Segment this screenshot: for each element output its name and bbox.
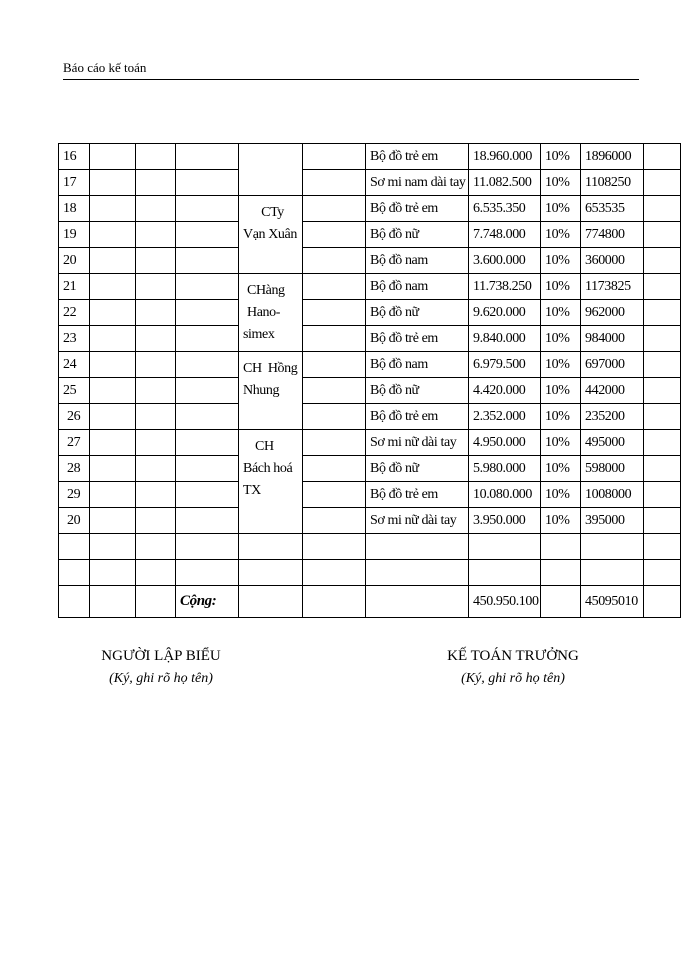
table-row — [59, 300, 681, 326]
item-name: Bộ đồ nam — [366, 274, 469, 300]
store-name: simex — [243, 327, 275, 342]
store-name: Vạn Xuân — [243, 227, 297, 242]
tax-amount: 774800 — [581, 222, 644, 248]
row-number: 20 — [59, 508, 90, 534]
row-number: 29 — [59, 482, 90, 508]
table-row — [59, 456, 681, 482]
item-name: Bộ đồ nữ — [366, 456, 469, 482]
item-name: Sơ mi nữ dài tay — [366, 508, 469, 534]
amount: 18.960.000 — [469, 144, 541, 170]
store-name: Bách hoá — [243, 461, 293, 476]
tax-amount: 395000 — [581, 508, 644, 534]
tax-rate: 10% — [541, 508, 581, 534]
tax-amount: 495000 — [581, 430, 644, 456]
table-row — [59, 352, 681, 378]
item-name: Bộ đồ nam — [366, 352, 469, 378]
row-number: 22 — [59, 300, 90, 326]
tax-amount: 1108250 — [581, 170, 644, 196]
table-row — [59, 222, 681, 248]
total-row — [59, 586, 681, 618]
preparer-instruction: (Ký, ghi rõ họ tên) — [109, 671, 213, 686]
amount: 3.600.000 — [469, 248, 541, 274]
tax-amount: 1896000 — [581, 144, 644, 170]
store-name: CH — [255, 439, 274, 454]
amount: 2.352.000 — [469, 404, 541, 430]
row-number: 25 — [59, 378, 90, 404]
report-header: Báo cáo kế toán — [63, 60, 147, 75]
item-name: Bộ đồ nữ — [366, 300, 469, 326]
row-number: 26 — [59, 404, 90, 430]
tax-rate: 10% — [541, 222, 581, 248]
table-row — [59, 144, 681, 170]
chief-accountant-title: KẾ TOÁN TRƯỞNG — [447, 648, 579, 664]
tax-rate: 10% — [541, 248, 581, 274]
tax-rate: 10% — [541, 352, 581, 378]
row-number: 21 — [59, 274, 90, 300]
amount: 4.420.000 — [469, 378, 541, 404]
item-name: Bộ đồ trẻ em — [366, 326, 469, 352]
amount: 11.738.250 — [469, 274, 541, 300]
store-name: CHàng — [247, 283, 285, 298]
store-name: TX — [243, 483, 261, 498]
table-row — [59, 482, 681, 508]
tax-amount: 598000 — [581, 456, 644, 482]
item-name: Bộ đồ trẻ em — [366, 144, 469, 170]
tax-rate: 10% — [541, 404, 581, 430]
table-row — [59, 196, 681, 222]
tax-amount: 442000 — [581, 378, 644, 404]
header-divider — [63, 79, 639, 80]
tax-rate: 10% — [541, 482, 581, 508]
amount: 11.082.500 — [469, 170, 541, 196]
tax-rate: 10% — [541, 430, 581, 456]
table-row — [59, 404, 681, 430]
preparer-signature-block — [96, 648, 226, 687]
amount: 7.748.000 — [469, 222, 541, 248]
amount: 10.080.000 — [469, 482, 541, 508]
chief-accountant-signature-block — [438, 648, 588, 687]
amount: 9.840.000 — [469, 326, 541, 352]
table-row — [59, 274, 681, 300]
table-row — [59, 170, 681, 196]
tax-rate: 10% — [541, 456, 581, 482]
tax-amount: 962000 — [581, 300, 644, 326]
store-cell — [239, 144, 303, 196]
tax-amount: 360000 — [581, 248, 644, 274]
amount: 6.535.350 — [469, 196, 541, 222]
row-number: 16 — [59, 144, 90, 170]
amount: 4.950.000 — [469, 430, 541, 456]
row-number: 24 — [59, 352, 90, 378]
tax-rate: 10% — [541, 326, 581, 352]
total-label: Cộng: — [176, 586, 239, 618]
item-name: Bộ đồ trẻ em — [366, 196, 469, 222]
tax-amount: 697000 — [581, 352, 644, 378]
row-number: 27 — [59, 430, 90, 456]
preparer-title: NGƯỜI LẬP BIỂU — [101, 648, 221, 664]
amount: 9.620.000 — [469, 300, 541, 326]
table-row — [59, 378, 681, 404]
store-cell — [239, 430, 303, 534]
table-row — [59, 534, 681, 560]
item-name: Bộ đồ nam — [366, 248, 469, 274]
row-number: 23 — [59, 326, 90, 352]
table-row — [59, 326, 681, 352]
item-name: Bộ đồ nữ — [366, 222, 469, 248]
tax-amount: 235200 — [581, 404, 644, 430]
tax-rate: 10% — [541, 300, 581, 326]
amount: 6.979.500 — [469, 352, 541, 378]
row-number: 28 — [59, 456, 90, 482]
tax-amount: 1173825 — [581, 274, 644, 300]
store-cell — [239, 352, 303, 430]
row-number: 18 — [59, 196, 90, 222]
tax-amount: 653535 — [581, 196, 644, 222]
tax-rate: 10% — [541, 378, 581, 404]
table-row — [59, 430, 681, 456]
table-row — [59, 248, 681, 274]
total-amount: 450.950.100 — [469, 586, 541, 618]
chief-accountant-instruction: (Ký, ghi rõ họ tên) — [461, 671, 565, 686]
table-row — [59, 560, 681, 586]
sales-tax-table — [58, 143, 681, 618]
store-cell — [239, 196, 303, 274]
item-name: Sơ mi nam dài tay — [366, 170, 469, 196]
item-name: Bộ đồ trẻ em — [366, 482, 469, 508]
tax-rate: 10% — [541, 196, 581, 222]
row-number: 20 — [59, 248, 90, 274]
tax-rate: 10% — [541, 274, 581, 300]
row-number: 17 — [59, 170, 90, 196]
item-name: Sơ mi nữ dài tay — [366, 430, 469, 456]
total-tax: 45095010 — [581, 586, 644, 618]
store-cell — [239, 274, 303, 352]
tax-amount: 1008000 — [581, 482, 644, 508]
amount: 5.980.000 — [469, 456, 541, 482]
store-name: CTy — [261, 205, 284, 220]
item-name: Bộ đồ nữ — [366, 378, 469, 404]
store-name: Nhung — [243, 383, 280, 398]
item-name: Bộ đồ trẻ em — [366, 404, 469, 430]
tax-rate: 10% — [541, 170, 581, 196]
tax-amount: 984000 — [581, 326, 644, 352]
store-name: CH Hồng — [243, 361, 298, 376]
table-row — [59, 508, 681, 534]
amount: 3.950.000 — [469, 508, 541, 534]
store-name: Hano- — [247, 305, 280, 320]
row-number: 19 — [59, 222, 90, 248]
tax-rate: 10% — [541, 144, 581, 170]
